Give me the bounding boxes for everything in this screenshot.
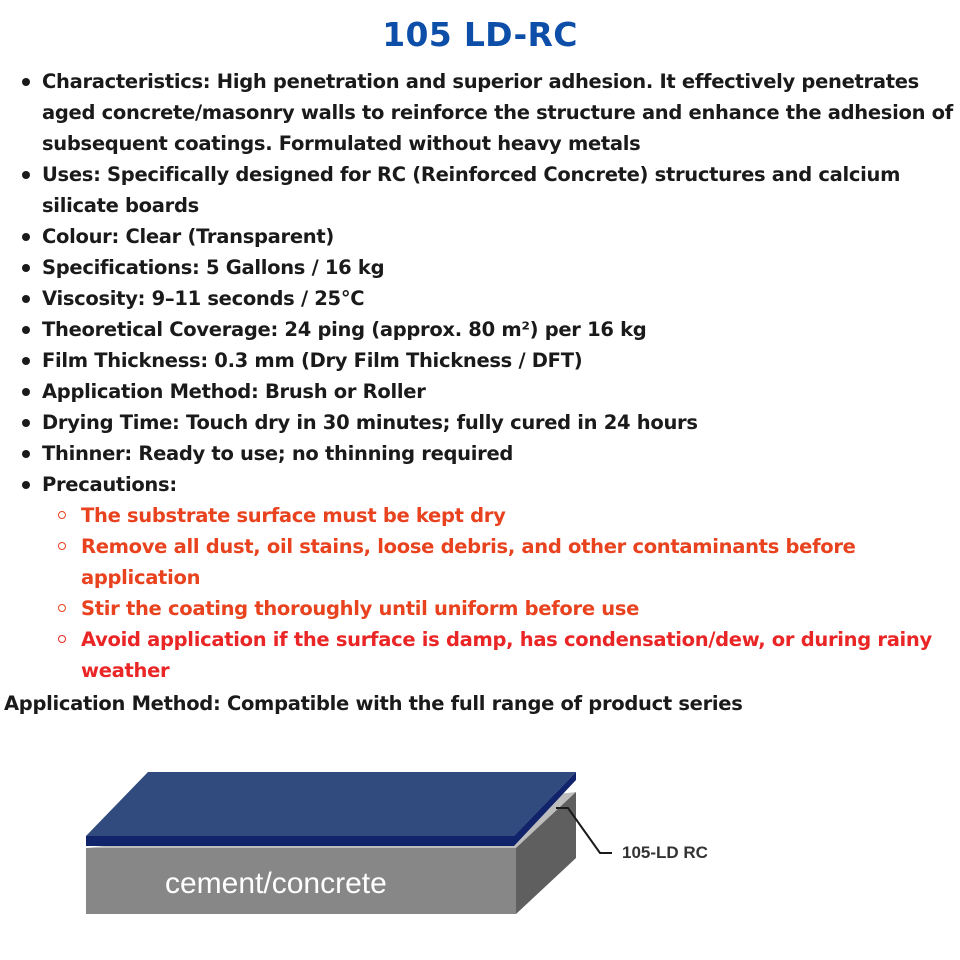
spec-precautions [42,469,958,686]
coating-top-face [86,772,576,836]
precaution-item: Remove all dust, oil stains, loose debris, and other contaminants before application [81,531,958,593]
coating-layer-diagram [0,740,960,930]
precaution-item: Stir the coating thoroughly until uniform before use [81,593,958,624]
spec-uses: Uses: Specifically designed for RC (Reinforced Concrete) structures and calcium silicate boards [42,159,958,221]
spec-drying-time: Drying Time: Touch dry in 30 minutes; fully cured in 24 hours [42,407,958,438]
coating-front-edge [86,836,514,846]
application-note: Application Method: Compatible with the full range of product series [4,692,743,715]
page-title: 105 LD-RC [382,15,578,54]
spec-film-thickness: Film Thickness: 0.3 mm (Dry Film Thickness / DFT) [42,345,958,376]
spec-coverage: Theoretical Coverage: 24 ping (approx. 80 m²) per 16 kg [42,314,958,345]
precaution-item: Avoid application if the surface is damp, has condensation/dew, or during rainy weather [81,624,958,686]
spec-viscosity: Viscosity: 9–11 seconds / 25°C [42,283,958,314]
spec-list [0,66,958,686]
precautions-list [42,500,958,686]
spec-thinner: Thinner: Ready to use; no thinning required [42,438,958,469]
spec-specifications: Specifications: 5 Gallons / 16 kg [42,252,958,283]
precaution-item: The substrate surface must be kept dry [81,500,958,531]
coating-label: 105-LD RC [622,843,708,862]
spec-characteristics: Characteristics: High penetration and superior adhesion. It effectively penetrates aged concrete/masonry walls to reinforce the structure and enhance the adhesion of subsequent coatings. Formulated without heavy metals [42,66,958,159]
spec-application-method: Application Method: Brush or Roller [42,376,958,407]
spec-colour: Colour: Clear (Transparent) [42,221,958,252]
precautions-label: Precautions: [42,473,177,496]
substrate-label: cement/concrete [165,867,387,900]
